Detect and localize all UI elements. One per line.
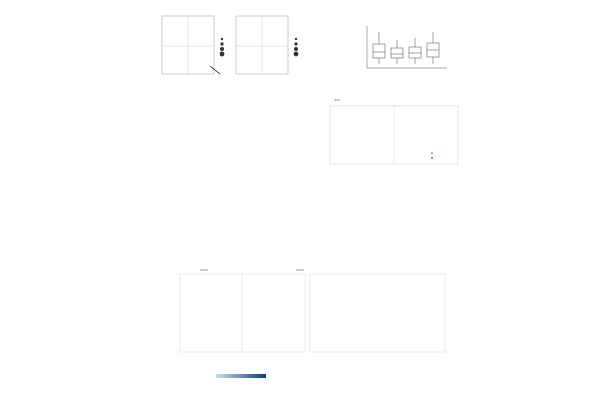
panel-a-legend (220, 38, 225, 57)
panel-e-lollipop-chart (150, 182, 380, 254)
panel-f-forest-plot (150, 264, 450, 398)
panel-a-legend-right (294, 38, 299, 57)
panel-b-plot (345, 6, 455, 84)
panel-d-plot (328, 94, 460, 174)
panel-c-plot (152, 92, 332, 182)
colorbar (216, 374, 266, 378)
panel-a-plot (150, 6, 320, 94)
